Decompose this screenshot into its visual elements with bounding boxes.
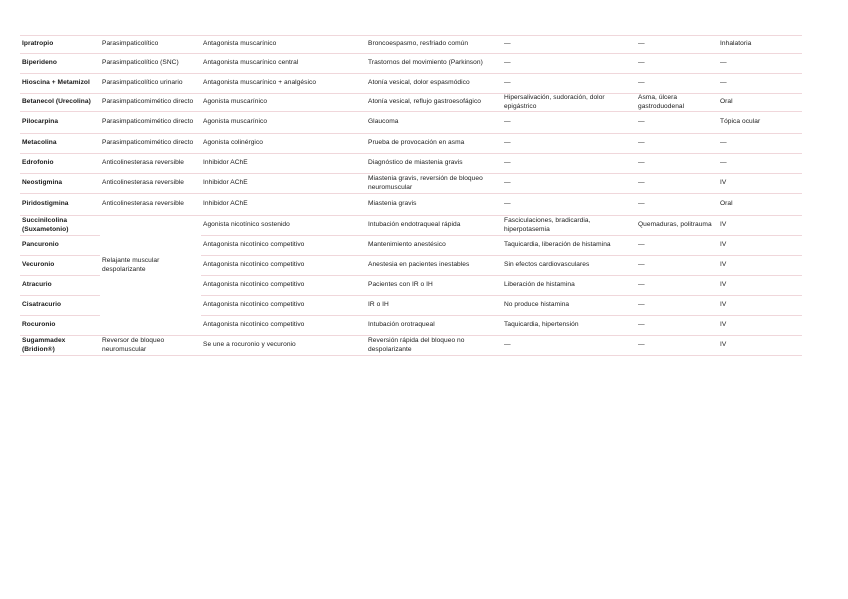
mechanism-cell: Se une a rocuronio y vecuronio [201,336,366,356]
drug-name-cell: Sugammadex (Bridion®) [20,336,100,356]
contraindications-cell: — [636,154,718,174]
route-cell: Oral [718,194,802,216]
mechanism-cell: Agonista muscarínico [201,94,366,112]
table-row [20,36,802,54]
adverse-effects-cell: — [502,134,636,154]
adverse-effects-cell: — [502,54,636,74]
drug-name-cell: Rocuronio [20,316,100,336]
adverse-effects-cell: Sin efectos cardiovasculares [502,256,636,276]
mechanism-cell: Antagonista muscarínico + analgésico [201,74,366,94]
adverse-effects-cell: — [502,36,636,54]
group-cell: Parasimpaticolítico [100,36,201,54]
contraindications-cell: — [636,236,718,256]
drug-name-cell: Metacolina [20,134,100,154]
contraindications-cell: — [636,36,718,54]
indication-cell: Atonía vesical, reflujo gastroesofágico [366,94,502,112]
route-cell: — [718,54,802,74]
group-cell [100,236,201,256]
drug-name-cell: Betanecol (Urecolina) [20,94,100,112]
contraindications-cell: — [636,276,718,296]
table-row [20,194,802,216]
adverse-effects-cell: — [502,74,636,94]
group-cell: Parasimpaticomimético directo [100,94,201,112]
drug-table [20,35,802,356]
route-cell: — [718,154,802,174]
group-cell [100,296,201,316]
mechanism-cell: Antagonista nicotínico competitivo [201,256,366,276]
indication-cell: Prueba de provocación en asma [366,134,502,154]
route-cell: IV [718,296,802,316]
indication-cell: Pacientes con IR o IH [366,276,502,296]
mechanism-cell: Agonista nicotínico sostenido [201,216,366,236]
route-cell: IV [718,276,802,296]
drug-name-cell: Atracurio [20,276,100,296]
mechanism-cell: Antagonista muscarínico central [201,54,366,74]
adverse-effects-cell: No produce histamina [502,296,636,316]
adverse-effects-cell: Taquicardia, hipertensión [502,316,636,336]
table-row [20,134,802,154]
table-row [20,54,802,74]
group-cell [100,216,201,236]
table-row [20,236,802,256]
indication-cell: Reversión rápida del bloqueo no despolarizante [366,336,502,356]
indication-cell: Miastenia gravis, reversión de bloqueo neuromuscular [366,174,502,194]
mechanism-cell: Antagonista muscarínico [201,36,366,54]
adverse-effects-cell: — [502,194,636,216]
group-cell: Parasimpaticolítico (SNC) [100,54,201,74]
route-cell: IV [718,336,802,356]
group-cell: Anticolinesterasa reversible [100,194,201,216]
indication-cell: Diagnóstico de miastenia gravis [366,154,502,174]
adverse-effects-cell: Taquicardia, liberación de histamina [502,236,636,256]
drug-name-cell: Biperideno [20,54,100,74]
route-cell: — [718,74,802,94]
table-row [20,296,802,316]
group-cell: Parasimpaticomimético directo [100,134,201,154]
indication-cell: Anestesia en pacientes inestables [366,256,502,276]
indication-cell: Atonía vesical, dolor espasmódico [366,74,502,94]
mechanism-cell: Agonista colinérgico [201,134,366,154]
contraindications-cell: Quemaduras, politrauma [636,216,718,236]
route-cell: IV [718,174,802,194]
drug-name-cell: Succinilcolina (Suxametonio) [20,216,100,236]
contraindications-cell: — [636,194,718,216]
drug-name-cell: Pilocarpina [20,112,100,134]
table-row [20,336,802,356]
indication-cell: Trastornos del movimiento (Parkinson) [366,54,502,74]
indication-cell: Broncoespasmo, resfriado común [366,36,502,54]
table-row [20,276,802,296]
group-cell: Reversor de bloqueo neuromuscular [100,336,201,356]
route-cell: Inhalatoria [718,36,802,54]
mechanism-cell: Antagonista nicotínico competitivo [201,276,366,296]
route-cell: Tópica ocular [718,112,802,134]
contraindications-cell: — [636,316,718,336]
contraindications-cell: — [636,296,718,316]
route-cell: IV [718,216,802,236]
mechanism-cell: Inhibidor AChE [201,174,366,194]
indication-cell: IR o IH [366,296,502,316]
drug-name-cell: Cisatracurio [20,296,100,316]
contraindications-cell: — [636,256,718,276]
group-cell [100,276,201,296]
indication-cell: Glaucoma [366,112,502,134]
adverse-effects-cell: — [502,336,636,356]
mechanism-cell: Antagonista nicotínico competitivo [201,316,366,336]
drug-table-body [20,36,802,356]
table-row [20,74,802,94]
table-row [20,316,802,336]
table-row [20,94,802,112]
group-cell: Anticolinesterasa reversible [100,154,201,174]
contraindications-cell: — [636,54,718,74]
contraindications-cell: — [636,336,718,356]
indication-cell: Intubación orotraqueal [366,316,502,336]
table-row [20,154,802,174]
mechanism-cell: Antagonista nicotínico competitivo [201,296,366,316]
adverse-effects-cell: Liberación de histamina [502,276,636,296]
route-cell: IV [718,236,802,256]
group-cell [100,316,201,336]
indication-cell: Intubación endotraqueal rápida [366,216,502,236]
adverse-effects-cell: — [502,174,636,194]
contraindications-cell: — [636,112,718,134]
route-cell: Oral [718,94,802,112]
table-row [20,256,802,276]
drug-name-cell: Neostigmina [20,174,100,194]
adverse-effects-cell: Fasciculaciones, bradicardia, hiperpotasemia [502,216,636,236]
drug-name-cell: Ipratropio [20,36,100,54]
adverse-effects-cell: — [502,154,636,174]
group-cell: Parasimpaticomimético directo [100,112,201,134]
indication-cell: Mantenimiento anestésico [366,236,502,256]
mechanism-cell: Inhibidor AChE [201,194,366,216]
route-cell: — [718,134,802,154]
drug-name-cell: Hioscina + Metamizol [20,74,100,94]
adverse-effects-cell: — [502,112,636,134]
contraindications-cell: — [636,74,718,94]
contraindications-cell: — [636,174,718,194]
group-cell: Parasimpaticolítico urinario [100,74,201,94]
drug-name-cell: Edrofonio [20,154,100,174]
mechanism-cell: Antagonista nicotínico competitivo [201,236,366,256]
table-row [20,216,802,236]
indication-cell: Miastenia gravis [366,194,502,216]
group-cell: Relajante muscular despolarizante [102,257,160,273]
contraindications-cell: — [636,134,718,154]
route-cell: IV [718,256,802,276]
table-row [20,112,802,134]
adverse-effects-cell: Hipersalivación, sudoración, dolor epigástrico [502,94,636,112]
table-row [20,174,802,194]
drug-name-cell: Piridostigmina [20,194,100,216]
mechanism-cell: Agonista muscarínico [201,112,366,134]
route-cell: IV [718,316,802,336]
group-cell: Anticolinesterasa reversible [100,174,201,194]
drug-name-cell: Pancuronio [20,236,100,256]
mechanism-cell: Inhibidor AChE [201,154,366,174]
drug-table-sheet [20,35,802,356]
drug-name-cell: Vecuronio [20,256,100,276]
contraindications-cell: Asma, úlcera gastroduodenal [636,94,718,112]
